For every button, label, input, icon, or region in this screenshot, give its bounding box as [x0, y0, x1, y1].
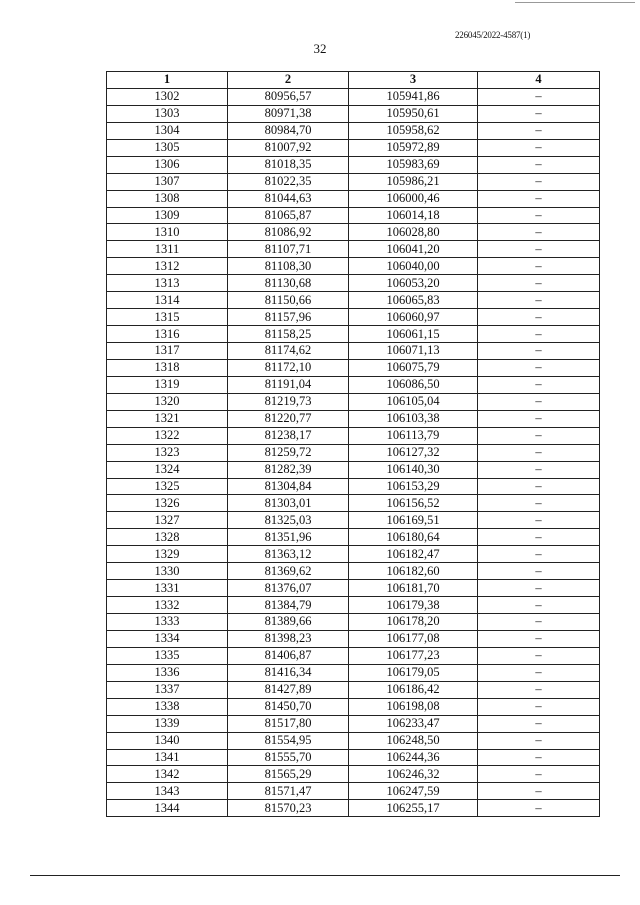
- table-row: [107, 478, 600, 495]
- table-cell: 81303,01: [228, 495, 349, 512]
- table-row: [107, 410, 600, 427]
- table-cell: 1332: [107, 597, 228, 614]
- table-row: [107, 173, 600, 190]
- table-cell: 1305: [107, 139, 228, 156]
- table-row: [107, 597, 600, 614]
- table-cell: 106179,05: [349, 664, 478, 681]
- table-row: [107, 698, 600, 715]
- table-cell: 1312: [107, 258, 228, 275]
- table-cell: 105983,69: [349, 156, 478, 173]
- table-cell: 106180,64: [349, 529, 478, 546]
- table-cell: –: [478, 478, 600, 495]
- table-cell: –: [478, 461, 600, 478]
- table-row: [107, 563, 600, 580]
- table-cell: 106182,60: [349, 563, 478, 580]
- table-cell: –: [478, 664, 600, 681]
- table-cell: 1323: [107, 444, 228, 461]
- table-row: [107, 326, 600, 343]
- table-cell: –: [478, 766, 600, 783]
- table-cell: 106127,32: [349, 444, 478, 461]
- table-cell: 81191,04: [228, 376, 349, 393]
- table-cell: 81351,96: [228, 529, 349, 546]
- table-cell: 106086,50: [349, 376, 478, 393]
- table-row: [107, 580, 600, 597]
- table-cell: 106179,38: [349, 597, 478, 614]
- table-cell: 81517,80: [228, 715, 349, 732]
- table-cell: 81565,29: [228, 766, 349, 783]
- table-cell: 106060,97: [349, 309, 478, 326]
- table-cell: 1327: [107, 512, 228, 529]
- table-cell: 105958,62: [349, 122, 478, 139]
- table-cell: 106169,51: [349, 512, 478, 529]
- table-cell: –: [478, 546, 600, 563]
- table-cell: 81384,79: [228, 597, 349, 614]
- table-cell: 81158,25: [228, 326, 349, 343]
- table-cell: 105972,89: [349, 139, 478, 156]
- table-cell: –: [478, 512, 600, 529]
- table-cell: 1322: [107, 427, 228, 444]
- table-cell: –: [478, 614, 600, 631]
- table-cell: 1313: [107, 275, 228, 292]
- table-cell: –: [478, 749, 600, 766]
- table-row: [107, 359, 600, 376]
- table-cell: 81108,30: [228, 258, 349, 275]
- table-cell: 81130,68: [228, 275, 349, 292]
- table-cell: 81174,62: [228, 343, 349, 360]
- table-cell: 81389,66: [228, 614, 349, 631]
- table-cell: 106041,20: [349, 241, 478, 258]
- table-cell: –: [478, 173, 600, 190]
- table-cell: 106053,20: [349, 275, 478, 292]
- table-cell: –: [478, 630, 600, 647]
- column-header: 4: [478, 72, 600, 89]
- table-row: [107, 343, 600, 360]
- table-cell: 106065,83: [349, 292, 478, 309]
- table-row: [107, 783, 600, 800]
- table-cell: 81022,35: [228, 173, 349, 190]
- table-cell: 106075,79: [349, 359, 478, 376]
- table-cell: 1320: [107, 393, 228, 410]
- table-cell: 106156,52: [349, 495, 478, 512]
- table-row: [107, 275, 600, 292]
- table-cell: 106246,32: [349, 766, 478, 783]
- table-row: [107, 546, 600, 563]
- table-cell: 81086,92: [228, 224, 349, 241]
- table-row: [107, 512, 600, 529]
- table-row: [107, 292, 600, 309]
- table-cell: –: [478, 681, 600, 698]
- table-cell: –: [478, 580, 600, 597]
- table-cell: 81571,47: [228, 783, 349, 800]
- table-cell: 1333: [107, 614, 228, 631]
- table-cell: –: [478, 224, 600, 241]
- table-row: [107, 614, 600, 631]
- table-cell: 1306: [107, 156, 228, 173]
- table-cell: –: [478, 88, 600, 105]
- table-cell: 106233,47: [349, 715, 478, 732]
- table-cell: 81282,39: [228, 461, 349, 478]
- table-cell: –: [478, 495, 600, 512]
- table-row: [107, 393, 600, 410]
- table-row: [107, 664, 600, 681]
- table-row: [107, 427, 600, 444]
- table-cell: –: [478, 359, 600, 376]
- coordinates-table: [106, 71, 600, 817]
- table-cell: 1341: [107, 749, 228, 766]
- table-cell: 106248,50: [349, 732, 478, 749]
- table-cell: 106186,42: [349, 681, 478, 698]
- table-cell: 1343: [107, 783, 228, 800]
- table-cell: –: [478, 343, 600, 360]
- table-cell: –: [478, 393, 600, 410]
- table-cell: 1336: [107, 664, 228, 681]
- table-row: [107, 88, 600, 105]
- table-cell: 1317: [107, 343, 228, 360]
- table-cell: 1339: [107, 715, 228, 732]
- table-cell: –: [478, 563, 600, 580]
- table-cell: 81376,07: [228, 580, 349, 597]
- table-cell: 106140,30: [349, 461, 478, 478]
- table-cell: –: [478, 139, 600, 156]
- table-cell: 81220,77: [228, 410, 349, 427]
- column-header: 2: [228, 72, 349, 89]
- table-header-row: [107, 72, 600, 89]
- table-cell: –: [478, 647, 600, 664]
- table-cell: 81406,87: [228, 647, 349, 664]
- table-cell: 105950,61: [349, 105, 478, 122]
- table-cell: 81416,34: [228, 664, 349, 681]
- table-cell: 1307: [107, 173, 228, 190]
- table-cell: 106071,13: [349, 343, 478, 360]
- table-cell: 106247,59: [349, 783, 478, 800]
- table-cell: 1326: [107, 495, 228, 512]
- table-cell: 81304,84: [228, 478, 349, 495]
- table-row: [107, 258, 600, 275]
- table-cell: 106000,46: [349, 190, 478, 207]
- table-cell: 106182,47: [349, 546, 478, 563]
- table-cell: 1310: [107, 224, 228, 241]
- table-cell: 106177,08: [349, 630, 478, 647]
- table-cell: –: [478, 783, 600, 800]
- table-cell: 1342: [107, 766, 228, 783]
- bottom-edge-line: [30, 875, 620, 876]
- table-cell: 1308: [107, 190, 228, 207]
- table-row: [107, 444, 600, 461]
- table-cell: 81172,10: [228, 359, 349, 376]
- table-cell: –: [478, 597, 600, 614]
- table-cell: 1319: [107, 376, 228, 393]
- table-cell: 81219,73: [228, 393, 349, 410]
- table-cell: –: [478, 258, 600, 275]
- top-edge-line: [515, 2, 635, 3]
- table-cell: –: [478, 309, 600, 326]
- document-number: 226045/2022-4587(1): [455, 30, 531, 40]
- table-cell: –: [478, 292, 600, 309]
- table-cell: 1309: [107, 207, 228, 224]
- table-cell: 106103,38: [349, 410, 478, 427]
- table-row: [107, 495, 600, 512]
- table-cell: 106061,15: [349, 326, 478, 343]
- table-row: [107, 732, 600, 749]
- table-cell: 1335: [107, 647, 228, 664]
- table-cell: 1302: [107, 88, 228, 105]
- table-cell: 105986,21: [349, 173, 478, 190]
- table-row: [107, 309, 600, 326]
- table-row: [107, 207, 600, 224]
- table-row: [107, 749, 600, 766]
- table-cell: 1314: [107, 292, 228, 309]
- table-cell: –: [478, 427, 600, 444]
- table-cell: 1325: [107, 478, 228, 495]
- table-cell: 106153,29: [349, 478, 478, 495]
- table-cell: 81555,70: [228, 749, 349, 766]
- table-row: [107, 461, 600, 478]
- table-row: [107, 647, 600, 664]
- table-cell: 1331: [107, 580, 228, 597]
- table-cell: –: [478, 698, 600, 715]
- table-cell: 81427,89: [228, 681, 349, 698]
- table-cell: 106113,79: [349, 427, 478, 444]
- table-row: [107, 529, 600, 546]
- column-header: 3: [349, 72, 478, 89]
- table-row: [107, 800, 600, 817]
- table-cell: –: [478, 326, 600, 343]
- table-cell: –: [478, 105, 600, 122]
- table-cell: –: [478, 444, 600, 461]
- table-row: [107, 766, 600, 783]
- table-row: [107, 681, 600, 698]
- table-cell: 1337: [107, 681, 228, 698]
- table-cell: –: [478, 800, 600, 817]
- page-number: 32: [313, 41, 327, 56]
- table-cell: 81325,03: [228, 512, 349, 529]
- table-cell: 1304: [107, 122, 228, 139]
- table-cell: 1344: [107, 800, 228, 817]
- table-cell: 1303: [107, 105, 228, 122]
- table-cell: 1324: [107, 461, 228, 478]
- table-cell: 80971,38: [228, 105, 349, 122]
- table-row: [107, 156, 600, 173]
- table-row: [107, 630, 600, 647]
- table-cell: 81554,95: [228, 732, 349, 749]
- table-cell: 106255,17: [349, 800, 478, 817]
- table-cell: 106198,08: [349, 698, 478, 715]
- table-row: [107, 105, 600, 122]
- table-cell: 106105,04: [349, 393, 478, 410]
- table-cell: 1321: [107, 410, 228, 427]
- table-cell: 1315: [107, 309, 228, 326]
- table-cell: 106244,36: [349, 749, 478, 766]
- table-cell: 1318: [107, 359, 228, 376]
- table-cell: 80956,57: [228, 88, 349, 105]
- table-cell: 106040,00: [349, 258, 478, 275]
- table-cell: 1311: [107, 241, 228, 258]
- table-cell: –: [478, 732, 600, 749]
- table-cell: –: [478, 207, 600, 224]
- table-cell: 81107,71: [228, 241, 349, 258]
- table-row: [107, 241, 600, 258]
- table-cell: 106178,20: [349, 614, 478, 631]
- table-cell: 81157,96: [228, 309, 349, 326]
- table-cell: 1316: [107, 326, 228, 343]
- table-cell: –: [478, 715, 600, 732]
- table-row: [107, 224, 600, 241]
- table-cell: –: [478, 241, 600, 258]
- table-cell: 1334: [107, 630, 228, 647]
- table-cell: 106014,18: [349, 207, 478, 224]
- table-cell: 106181,70: [349, 580, 478, 597]
- table-cell: 105941,86: [349, 88, 478, 105]
- table-row: [107, 139, 600, 156]
- table-cell: –: [478, 529, 600, 546]
- table-cell: 81044,63: [228, 190, 349, 207]
- table-cell: 1340: [107, 732, 228, 749]
- table-row: [107, 190, 600, 207]
- table-cell: 81369,62: [228, 563, 349, 580]
- table-row: [107, 122, 600, 139]
- table-cell: 81398,23: [228, 630, 349, 647]
- table-row: [107, 715, 600, 732]
- table-cell: –: [478, 376, 600, 393]
- table-cell: –: [478, 156, 600, 173]
- table-cell: –: [478, 410, 600, 427]
- table-cell: 81570,23: [228, 800, 349, 817]
- table-cell: –: [478, 190, 600, 207]
- table-cell: 1329: [107, 546, 228, 563]
- table-cell: 81007,92: [228, 139, 349, 156]
- table-cell: 1328: [107, 529, 228, 546]
- table-cell: 106028,80: [349, 224, 478, 241]
- table-cell: 81363,12: [228, 546, 349, 563]
- table-cell: 81065,87: [228, 207, 349, 224]
- table-row: [107, 376, 600, 393]
- table-cell: 81450,70: [228, 698, 349, 715]
- table-cell: –: [478, 122, 600, 139]
- table-cell: –: [478, 275, 600, 292]
- column-header: 1: [107, 72, 228, 89]
- table-cell: 81238,17: [228, 427, 349, 444]
- table-cell: 81150,66: [228, 292, 349, 309]
- table-cell: 106177,23: [349, 647, 478, 664]
- table-cell: 81259,72: [228, 444, 349, 461]
- table-cell: 1330: [107, 563, 228, 580]
- table-cell: 81018,35: [228, 156, 349, 173]
- table-cell: 1338: [107, 698, 228, 715]
- table-cell: 80984,70: [228, 122, 349, 139]
